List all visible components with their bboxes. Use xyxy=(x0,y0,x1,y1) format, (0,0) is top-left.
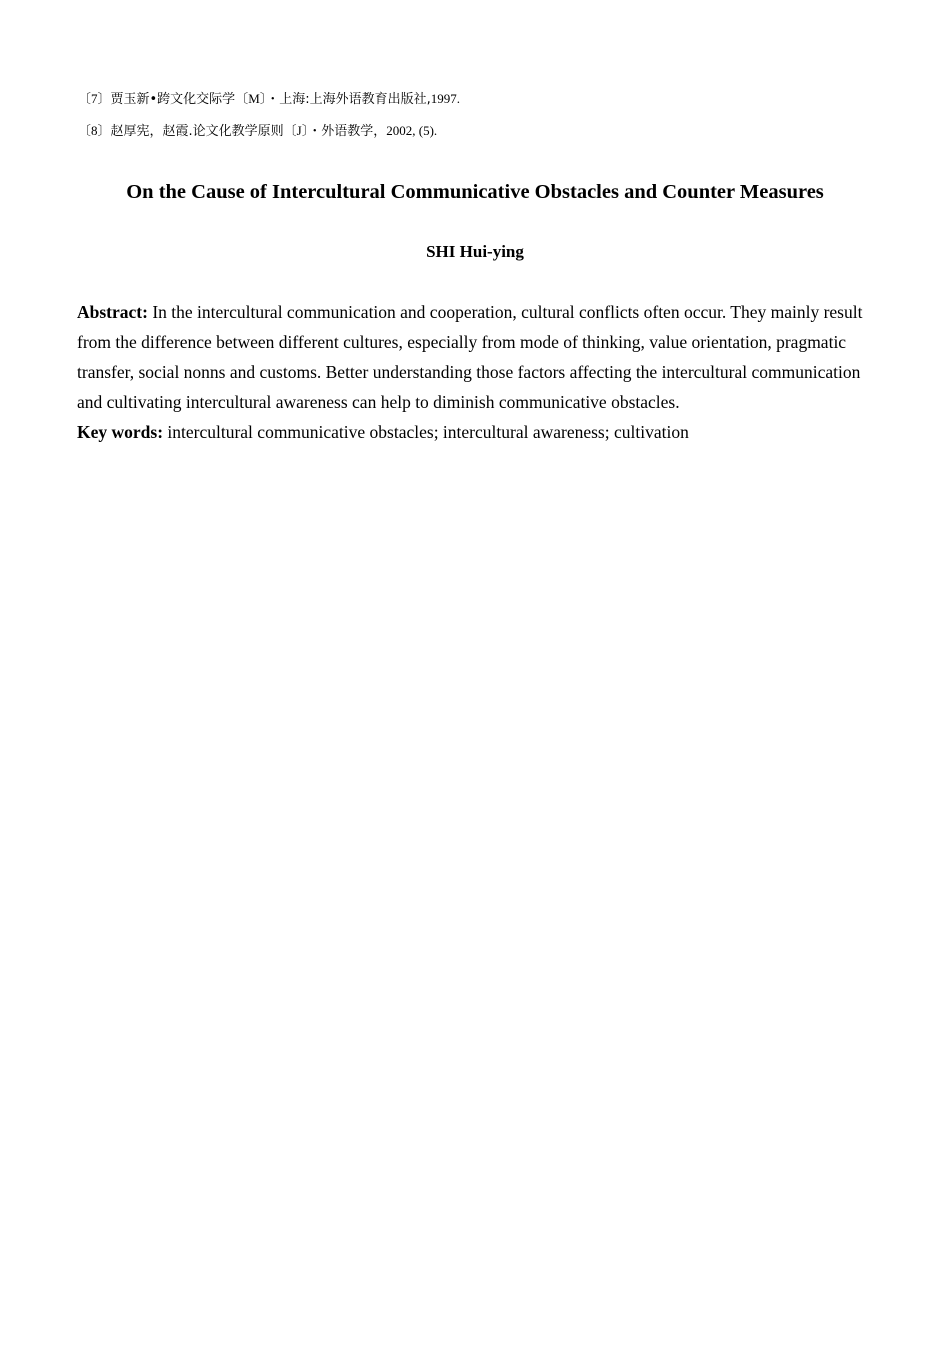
reference-type: 〔J〕 xyxy=(283,123,309,138)
reference-year: 1997. xyxy=(430,91,461,106)
reference-year: 2002, (5). xyxy=(386,123,438,138)
keywords-paragraph xyxy=(77,417,877,447)
reference-separator: ・ xyxy=(308,124,322,139)
reference-item xyxy=(78,90,878,108)
reference-publisher: 上海:上海外语教育出版社, xyxy=(279,92,431,107)
reference-publisher: 外语教学， xyxy=(321,124,387,139)
abstract-paragraph xyxy=(77,297,877,417)
reference-type: 〔M〕 xyxy=(235,91,267,106)
reference-item xyxy=(78,122,878,140)
reference-number: 〔8〕 xyxy=(78,123,111,138)
reference-authors: 贾玉新•跨文化交际学 xyxy=(110,92,236,107)
abstract-section xyxy=(77,297,877,447)
keywords-text: intercultural communicative obstacles; intercultural awareness; cultivation xyxy=(163,422,689,442)
reference-list xyxy=(78,90,878,154)
abstract-label: Abstract: xyxy=(77,302,148,322)
reference-separator: ・ xyxy=(266,92,280,107)
abstract-text: In the intercultural communication and cooperation, cultural conflicts often occur. They mainly result from the difference between different cultures, especially from mode of thinking, value orientation, pragmatic transfer, social nonns and customs. Better understanding those factors affecting the intercultural communication and cultivating intercultural awareness can help to diminish communicative obstacles. xyxy=(77,302,863,412)
reference-number: 〔7〕 xyxy=(78,91,111,106)
paper-title: On the Cause of Intercultural Communicative Obstacles and Counter Measures xyxy=(126,181,824,203)
paper-author: SHI Hui-ying xyxy=(426,242,524,261)
reference-authors: 赵厚宪，赵霞.论文化教学原则 xyxy=(110,124,284,139)
keywords-label: Key words: xyxy=(77,422,164,442)
